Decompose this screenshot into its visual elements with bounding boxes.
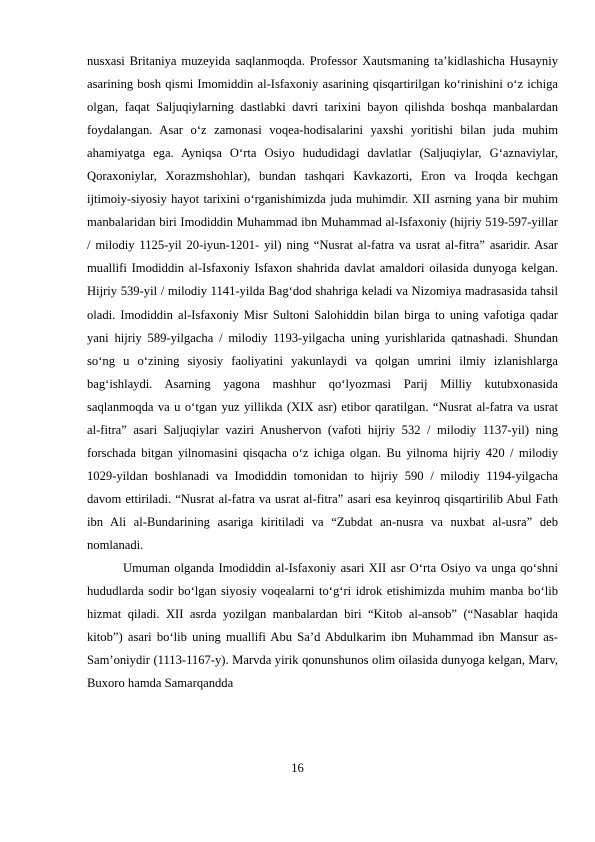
paragraph-1: nusxasi Britaniya muzeyida saqlanmoqda. Professor Xautsmaning ta’kidlashicha Husayniy asarining bosh qismi Imomiddin al-Isfaxoniy asarining qisqartirilgan ko‘rinishini o‘z ichiga olgan, faqat Saljuqiylarning dastlabki davri tarixini bayon qilishda boshqa manbalardan foydalangan. Asar o‘z zamonasi voqea-hodisalarini yaxshi yoritishi bilan juda muhim ahamiyatga ega. Ayniqsa O‘rta Osiyo hududidagi davlatlar (Saljuqiylar, G‘aznaviylar, Qoraxoniylar, Xorazmshohlar), bundan tashqari Kavkazorti, Eron va Iroqda kechgan ijtimoiy-siyosiy hayot tarixini o‘rganishimizda juda muhimdir. XII asrning yana bir muhim manbalaridan biri Imodiddin Muhammad ibn Muhammad al-Isfaxoniy (hijriy 519-597-yillar / milodiy 1125-yil 20-iyun-1201- yil) ning “Nusrat al-fatra va usrat al-fitra” asaridir. Asar muallifi Imodiddin al-Isfaxoniy Isfaxon shahrida davlat amaldori oilasida dunyoga kelgan. Hijriy 539-yil / milodiy 1141-yilda Bag‘dod shahriga keladi va Nizomiya madrasasida tahsil oladi. Imodiddin al-Isfaxoniy Misr Sultoni Salohiddin bilan birga to uning vafotiga qadar yani hijriy 589-yilgacha / milodiy 1193-yilgacha uning yurishlarida qatnashadi. Shundan so‘ng u o‘zining siyosiy faoliyatini yakunlaydi va qolgan umrini ilmiy izlanishlarga bag‘ishlaydi. Asarning yagona mashhur qo‘lyozmasi Parij Milliy kutubxonasida saqlanmoqda va u o‘tgan yuz yillikda (XIX asr) etibor qaratilgan. “Nusrat al-fatra va usrat al-fitra” asari Saljuqiylar vaziri Anushervon (vafoti hijriy 532 / milodiy 1137-yil) ning forschada bitgan yilnomasini qisqacha o‘z ichiga olgan. Bu yilnoma hijriy 420 / milodiy 1029-yildan boshlanadi va Imodiddin tomonidan to hijriy 590 / milodiy 1194-yilgacha davom ettiriladi. “Nusrat al-fatra va usrat al-fitra” asari esa keyinroq qisqartirilib Abul Fath ibn Ali al-Bundarining asariga kiritiladi va “Zubdat an-nusra va nuxbat al-usra” deb nomlanadi. [87,54,558,552]
document-page [87,50,558,695]
paragraph-2: Umuman olganda Imodiddin al-Isfaxoniy asari XII asr O‘rta Osiyo va unga qo‘shni hududlarda sodir bo‘lgan siyosiy voqealarni to‘g‘ri idrok etishimizda muhim manba bo‘lib hizmat qiladi. XII asrda yozilgan manbalardan biri “Kitob al-ansob” (“Nasablar haqida kitob”) asari bo‘lib uning muallifi Abu Sa’d Abdulkarim ibn Muhammad ibn Mansur as-Sam’oniydir (1113-1167-y). Marvda yirik qonunshunos olim oilasida dunyoga kelgan, Marv, Buxoro hamda Samarqandda [87,561,558,691]
page-number: 16 [291,761,304,775]
